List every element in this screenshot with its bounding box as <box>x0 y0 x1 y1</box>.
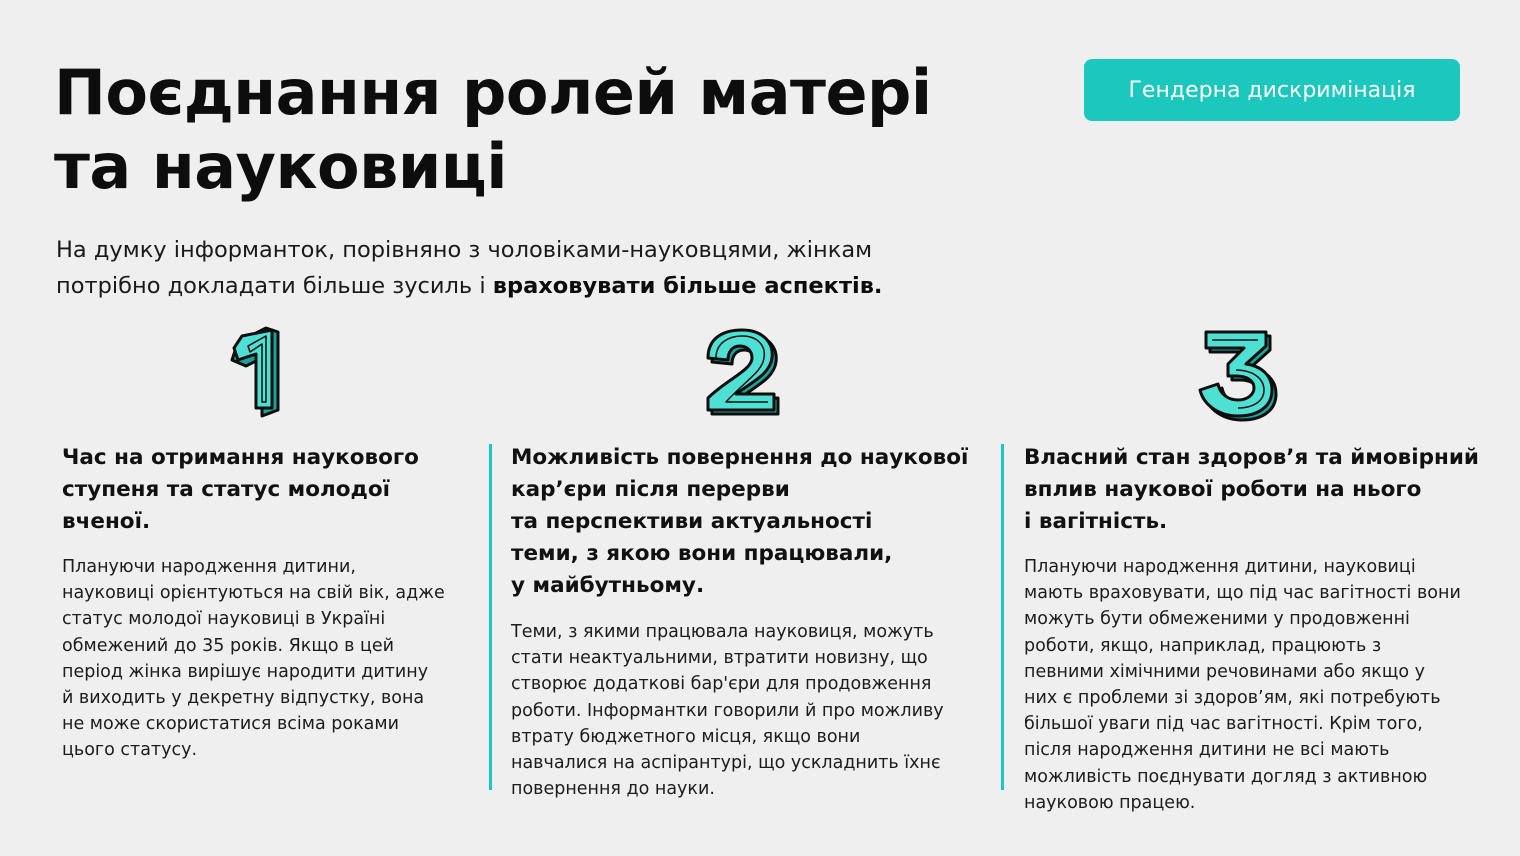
column-3-body-line: них є проблеми зі здоров’ям, які потребують <box>1024 688 1441 709</box>
column-3-body-line: після народження дитини не всі мають <box>1024 740 1390 761</box>
column-2-body <box>511 619 991 802</box>
intro-line-1: На думку інформанток, порівняно з чоловіками-науковцями, жінкам <box>56 237 873 263</box>
column-2-body-line: створює додаткові бар'єри для продовження <box>511 674 932 695</box>
column-1-body-line: й виходить у декретну відпустку, вона <box>62 688 425 709</box>
title-line-2: та науковиці <box>54 130 508 203</box>
column-3-heading-line: вплив наукової роботи на нього <box>1024 477 1422 502</box>
column-1-body <box>62 554 472 764</box>
column-3-heading-line: і вагітність. <box>1024 509 1168 534</box>
column-3-body-line: певними хімічними речовинами або якщо у <box>1024 661 1425 682</box>
column-3-body-line: мають враховувати, що під час вагітності вони <box>1024 583 1461 604</box>
column-3-body-line: Плануючи народження дитини, науковиці <box>1024 557 1416 577</box>
column-3-body-line: роботи, якщо, наприклад, працюють з <box>1024 635 1382 656</box>
column-3-body-line: можливість поєднувати догляд з активною <box>1024 766 1428 787</box>
column-2-heading-line: Можливість повернення до наукової <box>511 445 969 470</box>
column-1-body-line: науковиці орієнтуються на свій вік, адже <box>62 583 445 604</box>
column-3-body-line: науковою працею. <box>1024 792 1196 813</box>
number-one-icon <box>208 322 308 422</box>
column-2-body-line: навчалися на аспірантурі, що ускладнить їхнє <box>511 753 941 774</box>
page-title <box>54 56 1014 204</box>
column-3-body-line: більшої уваги під час вагітності. Крім того, <box>1024 714 1423 735</box>
column-2-body-line: повернення до науки. <box>511 779 715 800</box>
column-2-heading-line: кар’єри після перерви <box>511 477 790 502</box>
intro-line-2-regular: потрібно докладати більше зусиль і <box>56 273 493 299</box>
column-1-body-line: не може скористатися всіма роками <box>62 714 399 735</box>
column-3-body-line: можуть бути обмеженими у продовженні <box>1024 609 1410 630</box>
column-3-body <box>1024 554 1504 816</box>
number-two-icon <box>690 322 790 422</box>
column-1-body-line: обмежений до 35 років. Якщо в цей <box>62 635 395 656</box>
column-2-body-line: втрату бюджетного місця, якщо вони <box>511 726 861 747</box>
category-badge: Гендерна дискримінація <box>1084 59 1460 121</box>
column-1-heading-line: Час на отримання наукового <box>62 445 419 470</box>
column-1-heading <box>62 442 472 538</box>
column-3-heading-line: Власний стан здоров’я та ймовірний <box>1024 445 1479 470</box>
intro-line-2-bold: враховувати більше аспектів. <box>492 273 883 299</box>
column-2-body-line: стати неактуальними, втратити новизну, що <box>511 648 928 669</box>
column-1-heading-line: вченої. <box>62 509 151 534</box>
column-2-heading-line: теми, з якою вони працювали, <box>511 541 893 566</box>
column-1-body-line: Плануючи народження дитини, <box>62 557 356 577</box>
column-2-heading-line: у майбутньому. <box>511 573 705 598</box>
number-three-icon <box>1186 322 1286 422</box>
column-3-heading <box>1024 442 1504 538</box>
column-1-body-line: період жінка вирішує народити дитину <box>62 661 429 682</box>
intro-text <box>56 232 1016 304</box>
title-line-1: Поєднання ролей матері <box>54 56 932 129</box>
column-2-heading-line: та перспективи актуальності <box>511 509 873 534</box>
column-2-heading <box>511 442 991 602</box>
column-2-body-line: роботи. Інформантки говорили й про можливу <box>511 700 944 721</box>
column-1-heading-line: ступеня та статус молодої <box>62 477 391 502</box>
column-1-body-line: статус молодої науковиці в Україні <box>62 609 386 630</box>
column-2-body-line: Теми, з якими працювала науковиця, можуть <box>511 622 934 642</box>
column-divider-1 <box>489 444 492 790</box>
column-1-body-line: цього статусу. <box>62 740 198 761</box>
column-divider-2 <box>1001 444 1004 790</box>
